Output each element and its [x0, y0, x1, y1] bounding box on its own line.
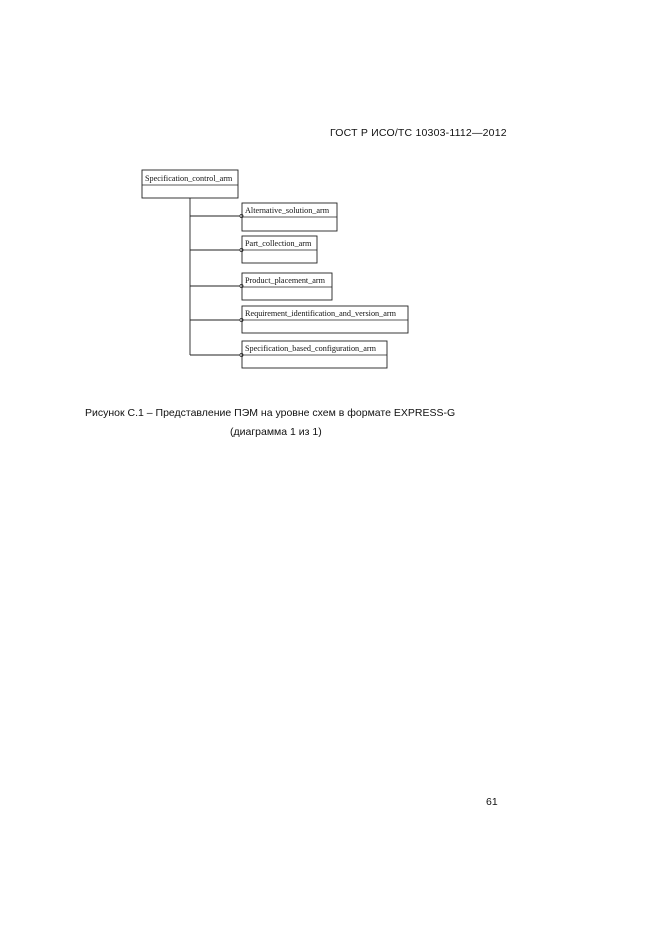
entity-child — [190, 341, 387, 368]
figure-caption-subtitle: (диаграмма 1 из 1) — [230, 426, 322, 438]
entity-child-label: Specification_based_configuration_arm — [245, 344, 376, 353]
figure-caption: Рисунок C.1 – Представление ПЭМ на уровне схем в формате EXPRESS-G — [85, 407, 456, 419]
entity-child-label: Part_collection_arm — [245, 239, 312, 248]
entity-root — [142, 170, 238, 198]
express-g-diagram — [0, 0, 661, 400]
document-code: ГОСТ Р ИСО/ТС 10303-1112—2012 — [330, 127, 507, 139]
page-number: 61 — [486, 796, 498, 808]
entity-child — [190, 306, 408, 333]
entity-child-label: Product_placement_arm — [245, 276, 326, 285]
entity-child-label: Requirement_identification_and_version_arm — [245, 309, 396, 318]
entity-child — [190, 236, 317, 263]
entity-child-label: Alternative_solution_arm — [245, 206, 330, 215]
entity-root-label: Specification_control_arm — [145, 174, 233, 183]
entity-child — [190, 203, 337, 231]
entity-child — [190, 273, 332, 300]
